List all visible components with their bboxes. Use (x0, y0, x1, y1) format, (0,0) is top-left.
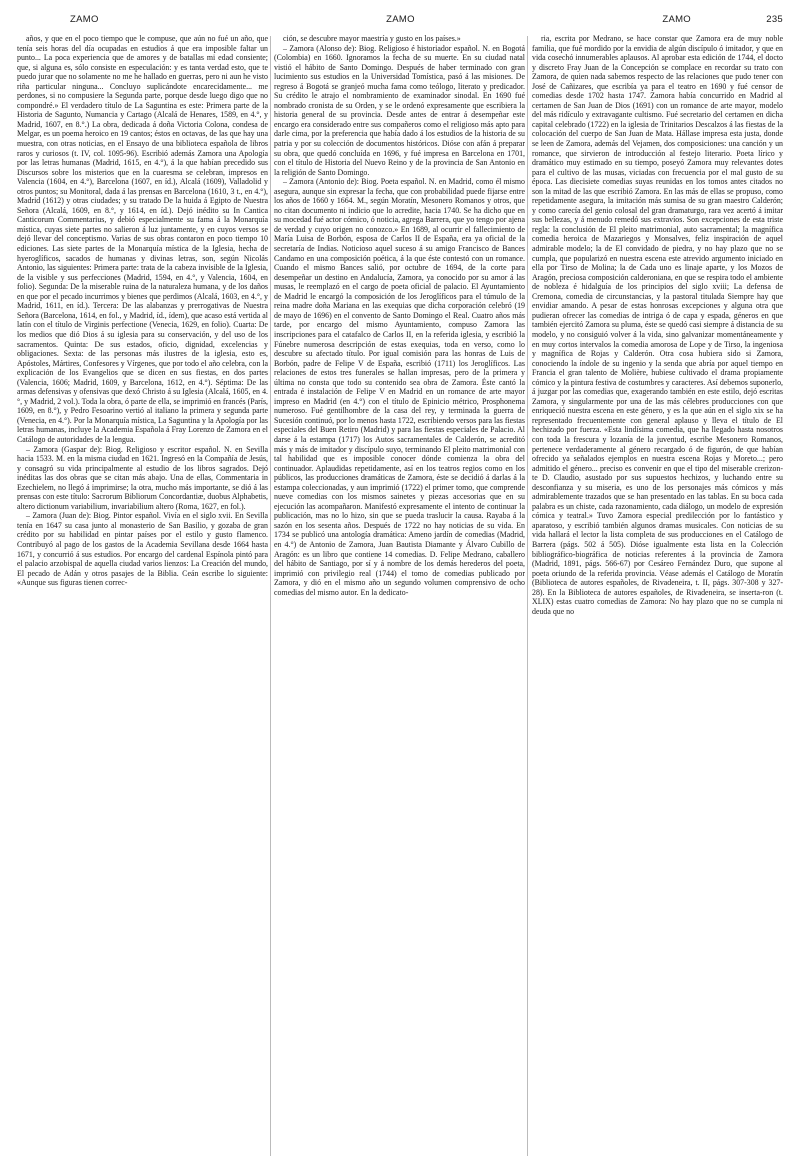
column-right (532, 34, 783, 1162)
header-right-headword: ZAMO (662, 14, 691, 25)
entry-paragraph: ción, se descubre mayor maestría y gusto en los países.» (283, 34, 461, 43)
entry-paragraph: años, y que en el poco tiempo que le compuse, que aún no fué un año, que tenía seis horas del día ocupadas en estudios á que era imposible faltar un punto... La poca experiencia que de amores y de batallas mi edad consiente; que, si alguna es, sólo consiste en especulación: y es tanta verdad esto, que te puedo jurar que no solamente no me he hallado en guerras, pero ni aun he visto riña particular ninguna... Concluyo suplicándote encarecidamente... me perdones, si no compusiere la Segunda parte, porque desde luego digo que no compondré.» El verdadero título de La Saguntina es este: Primera parte de la Historia de Sagunto, Numancia y Cartago (Alcalá de Henares, 1589, en 4.°, y Madrid, 1607, en 8.°.) La obra, dedicada á doña Victoria Colona, condesa de Melgar, es un poema heroico en 19 cantos; éstos en octavas, de las que hay una muestra, con otras noticias, en el Ensayo de una biblioteca española de libros raros y curiosos (t. IV, col. 1095-96). Escribió además Zamora una Apología por las letras humanas (Madrid, 1615, en 4.°), á la que habían precedido sus Discursos sobre los misterios que en la cuaresma se celebran, impresos en Valencia (1604, en 4.°), Barcelona (1607, en íd.), Alcalá (1609), Valladolid y otros puntos; su Monitoral, dada á las prensas en Barcelona (1610, 3 t., en 4.°), Madrid (1612) y otras ciudades; y su tratado De la huida á Egipto de Nuestra Señora (Alcalá, 1609, en 8.°, y 1614, en íd.). Dejó inédito su In Cantica Canticorum Commentarius, y debió especialmente su fama á la Monarquía mística, cuyas siete partes no salieron á luz juntamente, y en cuyos versos se dejó llevar del conceptismo. Varias de sus obras contaron en poco tiempo 10 ediciones. Las siete partes de la Monarquía mística de la Iglesia, hecha de hyeroglíficos, sacados de humanas y divinas letras, son, según Nicolás Antonio, las siguientes: Primera parte: trata de la cabeza invisible de la Iglesia, de la visible y sus perfecciones (Madrid, 1594, en 4.°, y Valencia, 1604, en folio). Segunda: De la miserable ruina de la naturaleza humana, y de los daños en que por el pecado incurrimos y bienes que perdimos (Alcalá, 1603, en 4.°, y Madrid, 1611, en íd.). Tercera: De las alabanzas y prerrogativas de Nuestra Señora (Barcelona, 1614, en fol., y Madrid, íd., ídem), que acaso está vertida al latín con el título de Virginis perfectione (Venecia, 1629, en folio). Cuarta: De los medios que dió Dios á su iglesia para su conservación, y del uso de los sacramentos. Quinta: De sus estados, oficio, dignidad, excelencias y obligaciones. Sexta: de las personas más ilustres de la iglesia, esto es, Apóstoles, Mártires, Confesores y Vírgenes, que por todo el año celebra, con la explicación de los Evangelios que se dicen en sus fiestas, en dos partes (Valencia, 1606; Madrid, 1609, y Barcelona, 1612, en 4.°). Séptima: De las armas defensivas y ofensivas que dexó Christo á su Iglesia (Alcalá, 1605, en 4.°, y Madrid, 2 vol.). Toda la obra, ó parte de ella, se imprimió en francés (París, 1609, en 8.°), y Pedro Fesoarino vertió al italiano la primera y segunda parte (Venecia, en 4.°). Por la Monarquía mística, La Saguntina y la Apología por las letras humanas, incluye la Academia Española á Fray Lorenzo de Zamora en el Catálogo de autoridades de la lengua. (17, 34, 268, 444)
entry-zamora-antonio: – Zamora (Antonio de): Biog. Poeta español. N. en Madrid, como él mismo asegura, aunque sin expresar la fecha, que con probabilidad puede fijarse entre los años de 1660 y 1664. M., según Moratín, Mesonero Romanos y otros, que no citan documento ni indicio que lo acredite, hacia 1740. Se ha dicho que en su mocedad fué actor cómico, ó noticia, agrega Barrera, que yo tengo por ajena de verdad y cuyo origen no conozco.» En 1689, al ocurrir el fallecimiento de María Luisa de Borbón, esposa de Carlos II de España, era ya oficial de la secretaría de Indias. Noticioso aquel suceso á su amigo Francisco de Bances Candamo en una composición poética, á la que éste contestó con un romance. Cuando el mismo Bances salió, por octubre de 1694, de la corte para desempeñar un destino en Andalucía, Zamora, ya conocido por su amor á las musas, le reemplazó en el cargo de poeta oficial de palacio. El Ayuntamiento de Madrid le encargó la composición de los Jeroglíficos para el túmulo de la reina madre doña Mariana en las exequias que dicha corporación celebró (19 de mayo de 1696) en el convento de Santo Domingo el Real. Cuatro años más tarde, por encargo del mismo Ayuntamiento, compuso Zamora las inscripciones para el catafalco de Carlos II, en la referida iglesia, y escribió la Fúnebre numerosa descripción de estas exequias, toda en verso, como lo descubre su afectado título. Por igual comisión para las honras de Luis de Borbón, padre de Felipe V de España, escribió (1711) los Jeroglíficos. Las relaciones de estos tres funerales se hallan impresas, pero de la primera y última no consta que todo su contenido sea obra de Zamora. Éste cantó la entrada é instalación de Felipe V en Madrid en un romance de arte mayor impreso en Madrid (en 4.°) con el título de Epinicio métrico, Prosphonema numeroso. Fué gentilhombre de la casa del rey, y terminada la guerra de Sucesión continuó, por lo menos hasta 1722, escribiendo versos para las fiestas especiales del Buen Retiro (Madrid) y para las fiestas especiales de Palacio. Al darse á la estampa (1717) los Autos sacramentales de Calderón, se acreditó más y más de imitador y discípulo suyo, terminando El pleito matrimonial con tal habilidad que es imposible conocer dónde comienza la obra del continuador. Aplaudidas repetidamente, así en los teatros regios como en los públicos, las producciones dramáticas de Zamora, éste se decidió á darlas á la estampa coleccionadas, y aun imprimió (1722) el primer tomo, que comprende nueve comedias con los mismos sainetes y piezas accesorias que en su ejecución las acompañaron. Manifestó expresamente el intento de continuar la publicación, mas no lo hizo, sin que se pueda traslucir la causa. Rayaba á la sazón en los sesenta años. Después de 1722 no hay noticias de su vida. En 1734 se publicó una antología dramática: Ameno jardín de comedias (Madrid, en 4.°) de Antonio de Zamora, Juan Bautista Diamante y Álvaro Cubillo de Aragón: es un libro que contiene 14 comedias. D. Felipe Medrano, caballero del hábito de Santiago, por sí y á nombre de los demás herederos del poeta, imprimió con privilegio real (1744) el tomo de comedias publicado por Zamora, y dió en el mismo año un segundo volumen comprensivo de ocho comedias del mismo autor. En la dedicato- (274, 177, 525, 597)
column-divider (270, 36, 271, 1156)
column-middle (274, 34, 525, 1162)
page-number: 235 (766, 14, 783, 25)
header-left-headword: ZAMO (70, 14, 99, 25)
entry-zamora-gaspar: – Zamora (Gaspar de): Biog. Religioso y escritor español. N. en Sevilla hacia 1533. M. en la misma ciudad en 1621. Ingresó en la Compañía de Jesús, y consagró su vida principalmente al estudio de los libros sagrados. Dejó inéditas las dos obras que se citan más abajo. Una de ellas, Commentaria in Ezechielem, no llegó á imprimirse; la otra, mucho más importante, se dió á las prensas con este título: Sacrorum Bibliorum Concordantiæ, duobus Alphabetis, altero dictionum variabilium, invariabilium altero (Roma, 1627, en fol.). (17, 444, 268, 511)
column-left (17, 34, 268, 1162)
entry-paragraph: ria, escrita por Medrano, se hace constar que Zamora era de muy noble familia, que fué mordido por la envidia de algún discípulo ó imitador, y que en vida cosechó innumerables aplausos. Al aprobar esta edición de 1744, el docto y discreto Fray Juan de la Concepción se complace en recordar su trato con Zamora, de quien nada sabemos respecto de las relaciones que pudo tener con José de Cañizares, que escribía ya para el teatro en 1690 y fué censor de comedias desde 1702 hasta 1747. Zamora había concurrido en Madrid al certamen de San Juan de Dios (1691) con un romance de arte mayor, modelo del más ridículo y extravagante cultismo. Fué secretario del certamen en dicha capital celebrado (1722) en la iglesia de Trinitarios Descalzos á las fiestas de la colocación del cuerpo de San Juan de Mata. Hállase impresa esta justa, donde se leen de Zamora, además del Vejamen, dos composiciones: una canción y un romance, que sirvieron de introducción al festejo literario. Poeta lírico y dramático muy estimado en su tiempo, poseyó Zamora muy relevantes dotes para el cultivo de las musas, viciadas con frecuencia por el mal gusto de su época. Las diecisiete comedias suyas reunidas en los tomos antes citados no son la mitad de las que escribió Zamora. En las más de ellas se propuso, como repetidamente asegura, la imitación más sumisa de su gran maestro Calderón; y como carecía del genio colosal del gran dramaturgo, rara vez acertó á imitar sus bellezas, y á menudo remedó sus extravíos. Son excepciones de esta triste regla: la conclusión de El pleito matrimonial, auto sacramental; la magnífica comedia heroica de Mazariegos y Monsalves, feliz inspiración de aquel admirable modelo; la de El convidado de piedra, y no hay plazo que no se cumpla, que popularizó en nuestra escena este atrevido argumento iniciado en ella por Tirso de Molina; la de Cada uno es linaje aparte, y los Mozos de Aragón, preciosa composición calderoniana, en que se respira todo el ambiente de nobleza é hidalguía de los principios del siglo xviii; La defensa de Cremona, comedia de circunstancias, y la pastoral titulada Siempre hay que envidiar amando. A pesar de estas honrosas excepciones y alguna otra que pudieran ofrecer las comedias de intriga ó de capa y espada, géneros en que también ejercitó Zamora su pluma, éste se quedó casi siempre á distancia de su modelo, y no consiguió volver á la vida, sino galvanizar momentáneamente y en muy cortos intervalos la comedia amorosa de Lope y de Tirso, la ingeniosa y magnífica de Rojas y Calderón. Otra cosa hubiera sido si Zamora, conociendo la índole de su ingenio y la senda que abría por aquel tiempo en Francia el gran talento de Molière, hubiese cultivado el drama propiamente cómico y la pintura festiva de costumbres y caracteres. Así debemos suponerlo, á juzgar por las comedias que, exagerando también en este estilo, dejó escritas Zamora, y singularmente por una de las más célebres producciones con que enriqueció nuestra escena en este género, y es la que aún en el siglo xix se ha representado frecuentemente con general aplauso y lleva el título de El hechizado por fuerza. «Esta lindísima comedia, que ha llegado hasta nosotros con toda la frescura y lozanía de la juventud, escribe Mesonero Romanos, pertenece verdaderamente al género recargado ó de figurón, de que habían ofrecido ya señalados ejemplos en nuestra escena Rojas y Moreto...; pero admitido el género... preciso es convenir en que el tipo del miserable crerizon-te D. Claudio, asustado por sus supuestos hechizos, y luchando entre su desconfianza y su miseria, es uno de los personajes más cómicos y más admirablemente trazados que se han presentado en las tablas. En su boca cada palabra es un chiste, cada razonamiento, cada diálogo, un modelo de expresión cómica y teatral.» Tuvo Zamora especial predilección por lo fantástico y aparatoso, y escribió también algunos dramas musicales. Con noticias de su vida hallará el lector la lista completa de sus producciones en el Catálogo de Barrera (págs. 502 á 505). Dióse igualmente esta lista en la Colección bibliográfico-biográfica de noticias referentes á la provincia de Zamora (Madrid, 1891, págs. 566-67) por Cesáreo Fernández Duro, que supone al poeta oriundo de la referida provincia. Véase además el Catálogo de Moratín (Biblioteca de autores españoles, de Rivadeneira, t. II, págs. 307-308 y 327-28). En la Biblioteca de autores españoles, de Rivadeneira, se inserta-ron (t. XLIX) estas cuatro comedias de Zamora: No hay plazo que no se cumpla ni deuda que no (532, 34, 783, 616)
running-header (18, 14, 783, 30)
entry-zamora-juan: – Zamora (Juan de): Biog. Pintor español. Vivía en el siglo xvii. En Sevilla tenía en 1647 su casa junto al monasterio de San Basilio, y gozaba de gran crédito por su habilidad en pintar países por el estilo y gusto flamenco. Contribuyó al pago de los gastos de la Academia Sevillana desde 1664 hasta 1671, y concurrió á sus estudios. Por encargo del cardenal Espínola pintó para el palacio arzobispal de aquella ciudad varios lienzos: La Creación del mundo, El pecado de Adán y otros pasajes de la Biblia. Ceán escribe lo siguiente: «Aunque sus figuras tienen correc- (17, 511, 268, 588)
column-divider (527, 36, 528, 1156)
header-center-headword: ZAMO (386, 14, 415, 25)
entry-zamora-alonso: – Zamora (Alonso de): Biog. Religioso é historiador español. N. en Bogotá (Colombia) en 1660. Ignoramos la fecha de su muerte. En su ciudad natal vistió el hábito de Santo Domingo. Después de haber terminado con gran lucimiento sus estudios en la Universidad Tomística, pasó á las misiones. De regreso á Bogotá se granjeó mucha fama como teólogo, literato y predicador. Su crédito le atrajo el nombramiento de examinador sinodal. En 1690 fué nombrado cronista de su Orden, y se le ordenó expresamente que escribiera la historia general de su provincia. Desde antes de entrar á desempeñar este encargo era considerado entre sus compañeros como el religioso más apto para darle cima, por la preferencia que había dado á los estudios de la historia de su patria y por su colección de documentos históricos. Dióse con afán á preparar su obra, que quedó concluída en 1696, y fué impresa en Barcelona en 1701, con el título de Historia del Nuevo Reino y de la provincia de San Antonio en la religión de Santo Domingo. (274, 43, 525, 177)
